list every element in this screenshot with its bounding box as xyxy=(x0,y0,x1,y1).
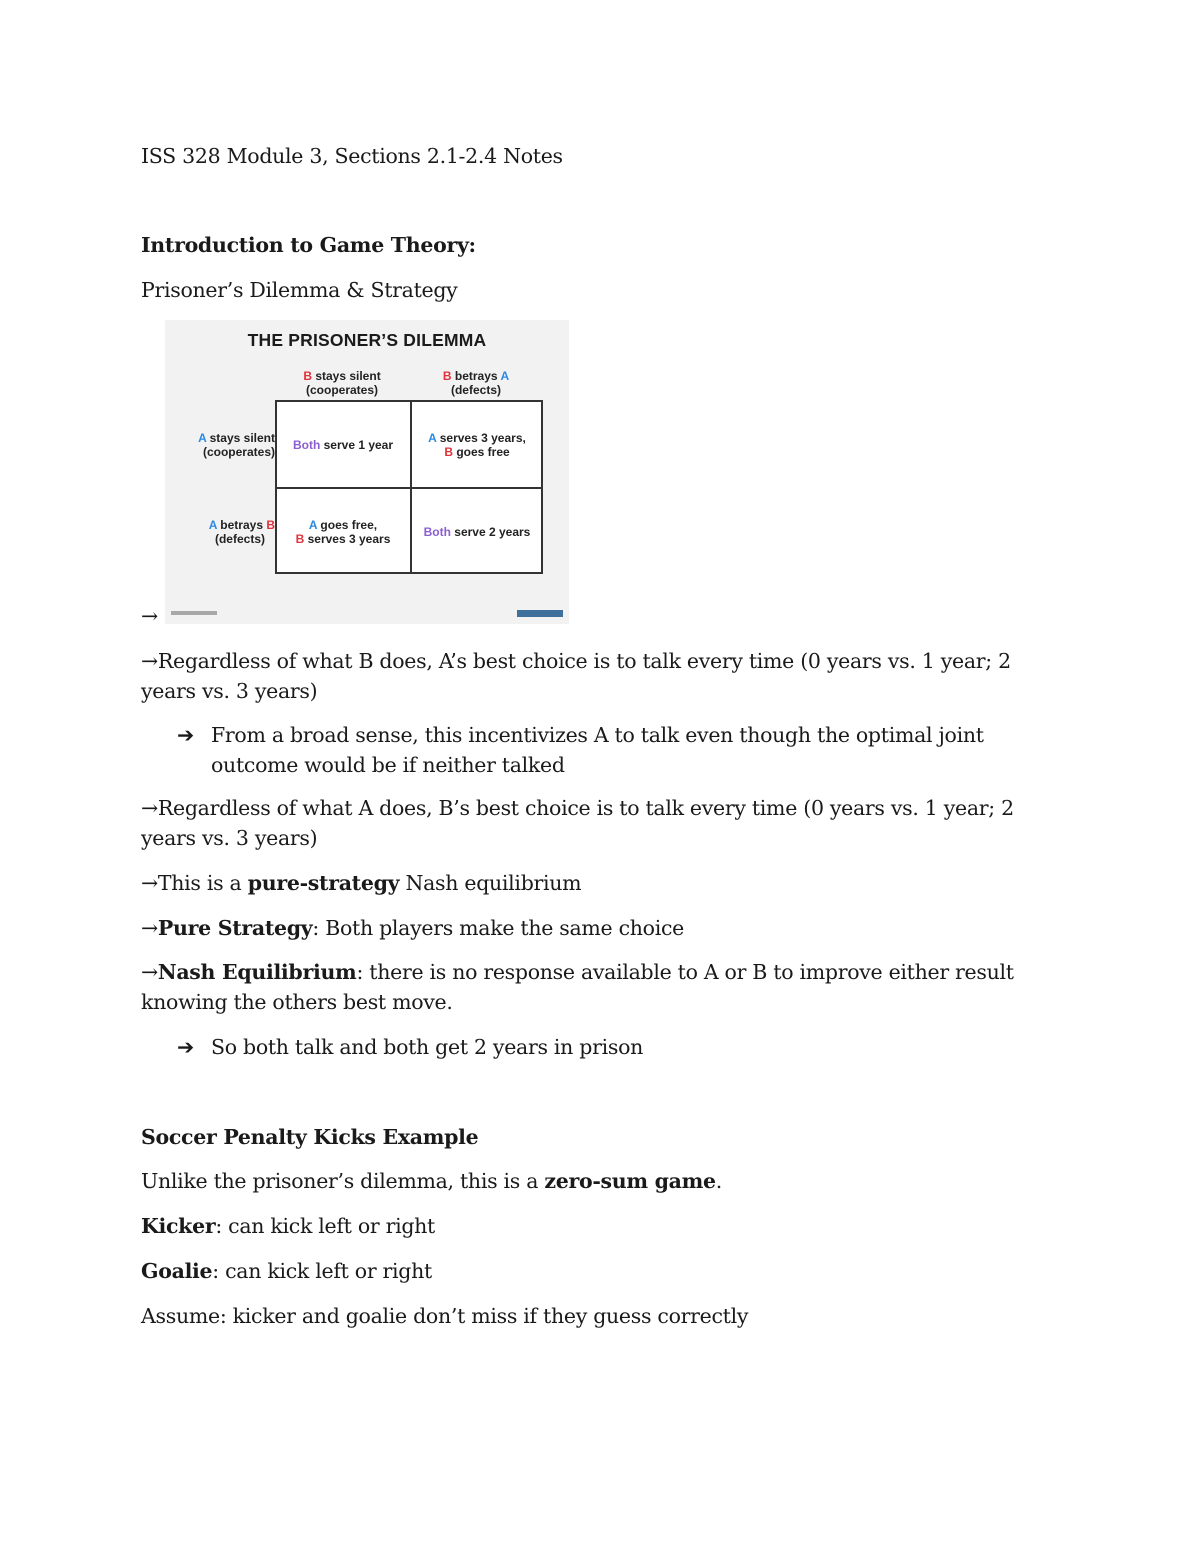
section-heading: Introduction to Game Theory: xyxy=(141,233,476,257)
pointer-arrow-icon: ➔ xyxy=(177,1035,194,1059)
paragraph-zero-sum: Unlike the prisoner’s dilemma, this is a zero-sum game. xyxy=(141,1169,722,1193)
sub-point-incentive: ➔ From a broad sense, this incentivizes A to talk even though the optimal joint outcome would be if neither talked xyxy=(177,720,1041,780)
definition-nash-equilibrium: →Nash Equilibrium: there is no response available to A or B to improve either result knowing the others best move. xyxy=(141,960,1014,1014)
row-label-a-silent: A stays silent (cooperates) xyxy=(198,431,275,459)
cell-both-silent: Both serve 1 year xyxy=(292,437,394,452)
row-label-a-betrays: A betrays B (defects) xyxy=(208,518,275,546)
paragraph-b-best-choice: →Regardless of what A does, B’s best choice is to talk every time (0 years vs. 1 year; 2 years vs. 3 years) xyxy=(141,796,1014,850)
sub-point-both-talk: ➔ So both talk and both get 2 years in prison xyxy=(177,1032,1041,1062)
arrow-icon: → xyxy=(141,916,158,940)
cell-both-betray: Both serve 2 years xyxy=(423,524,531,539)
payoff-matrix xyxy=(275,400,543,574)
arrow-icon: → xyxy=(141,871,158,895)
paragraph-a-best-choice: →Regardless of what B does, A’s best choice is to talk every time (0 years vs. 1 year; 2 years vs. 3 years) xyxy=(141,649,1011,703)
arrow-icon: → xyxy=(141,649,158,673)
document-title: ISS 328 Module 3, Sections 2.1-2.4 Notes xyxy=(141,144,563,168)
prisoners-dilemma-figure xyxy=(165,320,569,624)
subheading: Prisoner’s Dilemma & Strategy xyxy=(141,278,458,302)
paragraph-pure-strategy-nash: →This is a pure-strategy Nash equilibrium xyxy=(141,871,582,895)
definition-goalie: Goalie: can kick left or right xyxy=(141,1259,432,1283)
figure-footer-logo xyxy=(517,610,563,617)
definition-kicker: Kicker: can kick left or right xyxy=(141,1214,435,1238)
pointer-arrow-icon: ➔ xyxy=(177,723,194,747)
col-label-b-silent: B stays silent (cooperates) xyxy=(303,369,381,397)
figure-title: THE PRISONER’S DILEMMA xyxy=(247,330,487,350)
soccer-heading: Soccer Penalty Kicks Example xyxy=(141,1125,479,1149)
arrow-icon: → xyxy=(141,960,158,984)
definition-pure-strategy: →Pure Strategy: Both players make the same choice xyxy=(141,916,684,940)
cell-a-silent-b-betrays: A serves 3 years, B goes free xyxy=(428,430,526,459)
paragraph-assumption: Assume: kicker and goalie don’t miss if they guess correctly xyxy=(141,1304,749,1328)
figure-footer-caption xyxy=(171,611,217,615)
arrow-icon: → xyxy=(141,604,159,628)
arrow-icon: → xyxy=(141,796,158,820)
cell-a-betrays-b-silent: A goes free, B serves 3 years xyxy=(295,517,391,546)
col-label-b-betrays: B betrays A (defects) xyxy=(442,369,510,397)
